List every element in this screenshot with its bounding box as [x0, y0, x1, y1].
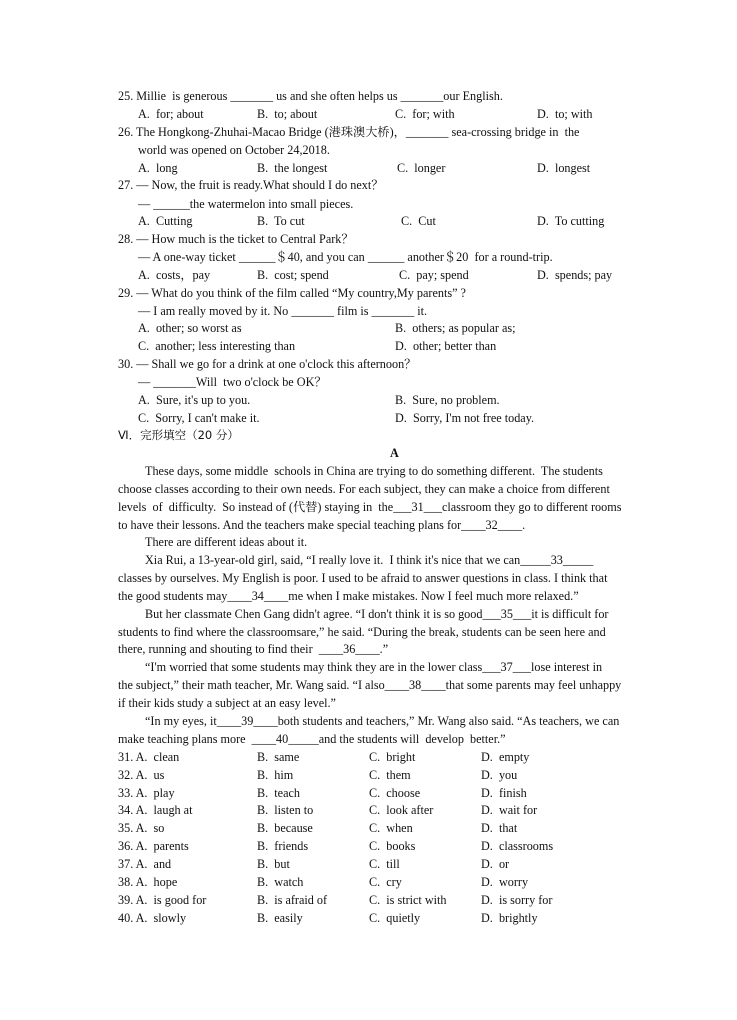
cloze-34-b: B. listen to — [257, 803, 314, 817]
q29-option-b: B. others; as popular as; — [395, 321, 516, 335]
cloze-39-c: C. is strict with — [369, 893, 447, 907]
cloze-31-c: C. bright — [369, 750, 416, 764]
q29-option-d: D. other; better than — [395, 339, 497, 353]
cloze-31-a: 31. A. clean — [118, 750, 180, 764]
q28-option-b: B. cost; spend — [257, 268, 329, 282]
q30-option-a: A. Sure, it's up to you. — [138, 393, 251, 407]
cloze-32-d: D. you — [481, 768, 518, 782]
cloze-40-a: 40. A. slowly — [118, 911, 187, 925]
passage-line: “I'm worried that some students may think they are in the lower class___37___lose interest in — [145, 660, 603, 674]
cloze-37-c: C. till — [369, 857, 400, 871]
cloze-40-d: D. brightly — [481, 911, 538, 925]
passage-label: A — [390, 446, 399, 460]
cloze-35-a: 35. A. so — [118, 821, 165, 835]
q25-option-d: D. to; with — [537, 107, 593, 121]
cloze-31-d: D. empty — [481, 750, 530, 764]
q26-option-c: C. longer — [397, 161, 446, 175]
q29-option-c: C. another; less interesting than — [138, 339, 296, 353]
q25-option-c: C. for; with — [395, 107, 455, 121]
cloze-38-c: C. cry — [369, 875, 402, 889]
passage-line: to have their lessons. And the teachers make special teaching plans for____32____. — [118, 518, 526, 532]
cloze-32-a: 32. A. us — [118, 768, 165, 782]
passage-line: Xia Rui, a 13-year-old girl, said, “I really love it. I think it's nice that we can_____33_____ — [145, 553, 594, 567]
cloze-34-a: 34. A. laugh at — [118, 803, 193, 817]
question-27-stem: 27. — Now, the fruit is ready.What should I do next？ — [118, 178, 384, 192]
q28-option-a: A. costs，pay — [138, 268, 211, 282]
cloze-34-c: C. look after — [369, 803, 434, 817]
cloze-37-d: D. or — [481, 857, 510, 871]
passage-line: But her classmate Chen Gang didn't agree. “I don't think it is so good___35___it is difficult for — [145, 607, 609, 621]
cloze-35-b: B. because — [257, 821, 313, 835]
passage-line: the subject,” their math teacher, Mr. Wang said. “I also____38____that some parents may feel unhappy — [118, 678, 622, 692]
cloze-37-b: B. but — [257, 857, 290, 871]
question-25-stem: 25. Millie is generous _______ us and she often helps us _______our English. — [118, 89, 503, 103]
question-26-stem: 26. The Hongkong-Zhuhai-Macao Bridge (港珠澳大桥)，_______ sea-crossing bridge in the — [118, 125, 580, 139]
section-title: Ⅵ．完形填空（20 分） — [118, 428, 239, 442]
cloze-37-a: 37. A. and — [118, 857, 172, 871]
cloze-33-a: 33. A. play — [118, 786, 175, 800]
passage-line: there, running and shouting to find their ____36____.” — [118, 642, 389, 656]
cloze-33-d: D. finish — [481, 786, 527, 800]
q27-option-c: C. Cut — [401, 214, 436, 228]
question-30-stem: 30. — Shall we go for a drink at one o'clock this afternoon？ — [118, 357, 417, 371]
cloze-39-b: B. is afraid of — [257, 893, 328, 907]
cloze-38-a: 38. A. hope — [118, 875, 178, 889]
passage-line: if their kids study a subject at an easy level.” — [118, 696, 336, 710]
q30-option-d: D. Sorry, I'm not free today. — [395, 411, 535, 425]
q25-option-b: B. to; about — [257, 107, 318, 121]
q27-option-a: A. Cutting — [138, 214, 193, 228]
cloze-33-b: B. teach — [257, 786, 300, 800]
cloze-36-b: B. friends — [257, 839, 309, 853]
q28-option-d: D. spends; pay — [537, 268, 613, 282]
cloze-39-a: 39. A. is good for — [118, 893, 207, 907]
q30-option-c: C. Sorry, I can't make it. — [138, 411, 260, 425]
question-29-stem-line2: — I am really moved by it. No _______ film is _______ it. — [138, 304, 428, 318]
cloze-36-c: C. books — [369, 839, 416, 853]
cloze-31-b: B. same — [257, 750, 300, 764]
question-27-stem-line2: — ______the watermelon into small pieces. — [138, 197, 354, 211]
cloze-38-d: D. worry — [481, 875, 529, 889]
cloze-39-d: D. is sorry for — [481, 893, 553, 907]
passage-line: “In my eyes, it____39____both students and teachers,” Mr. Wang also said. “As teachers, we can — [145, 714, 620, 728]
passage-line: the good students may____34____me when I make mistakes. Now I feel much more relaxed.” — [118, 589, 579, 603]
question-28-stem-line2: — A one-way ticket ______＄40, and you can ______ another＄20 for a round-trip. — [138, 250, 553, 264]
q29-option-a: A. other; so worst as — [138, 321, 242, 335]
question-29-stem: 29. — What do you think of the film called “My country,My parents” ? — [118, 286, 466, 300]
passage-line: students to find where the classroomsare,” he said. “During the break, students can be seen here and — [118, 625, 606, 639]
q27-option-b: B. To cut — [257, 214, 305, 228]
cloze-32-b: B. him — [257, 768, 294, 782]
cloze-36-d: D. classrooms — [481, 839, 554, 853]
cloze-40-b: B. easily — [257, 911, 303, 925]
cloze-33-c: C. choose — [369, 786, 421, 800]
cloze-35-d: D. that — [481, 821, 518, 835]
passage-line: choose classes according to their own needs. For each subject, they can make a choice from different — [118, 482, 610, 496]
question-28-stem: 28. — How much is the ticket to Central Park？ — [118, 232, 354, 246]
q25-option-a: A. for; about — [138, 107, 204, 121]
question-26-stem-line2: world was opened on October 24,2018. — [138, 143, 330, 157]
passage-line: make teaching plans more ____40_____and the students will develop better.” — [118, 732, 506, 746]
passage-line: levels of difficulty. So instead of (代替) staying in the___31___classroom they go to different rooms — [118, 500, 622, 514]
passage-line: There are different ideas about it. — [145, 535, 308, 549]
cloze-40-c: C. quietly — [369, 911, 421, 925]
q28-option-c: C. pay; spend — [399, 268, 469, 282]
cloze-34-d: D. wait for — [481, 803, 538, 817]
cloze-32-c: C. them — [369, 768, 411, 782]
q27-option-d: D. To cutting — [537, 214, 605, 228]
cloze-36-a: 36. A. parents — [118, 839, 189, 853]
passage-line: These days, some middle schools in China are trying to do something different. The students — [145, 464, 603, 478]
q26-option-a: A. long — [138, 161, 178, 175]
cloze-35-c: C. when — [369, 821, 413, 835]
q26-option-d: D. longest — [537, 161, 591, 175]
cloze-38-b: B. watch — [257, 875, 304, 889]
q26-option-b: B. the longest — [257, 161, 328, 175]
passage-line: classes by ourselves. My English is poor. I used to be afraid to answer questions in class. I think that — [118, 571, 608, 585]
q30-option-b: B. Sure, no problem. — [395, 393, 500, 407]
question-30-stem-line2: — _______Will two o'clock be OK？ — [138, 375, 327, 389]
